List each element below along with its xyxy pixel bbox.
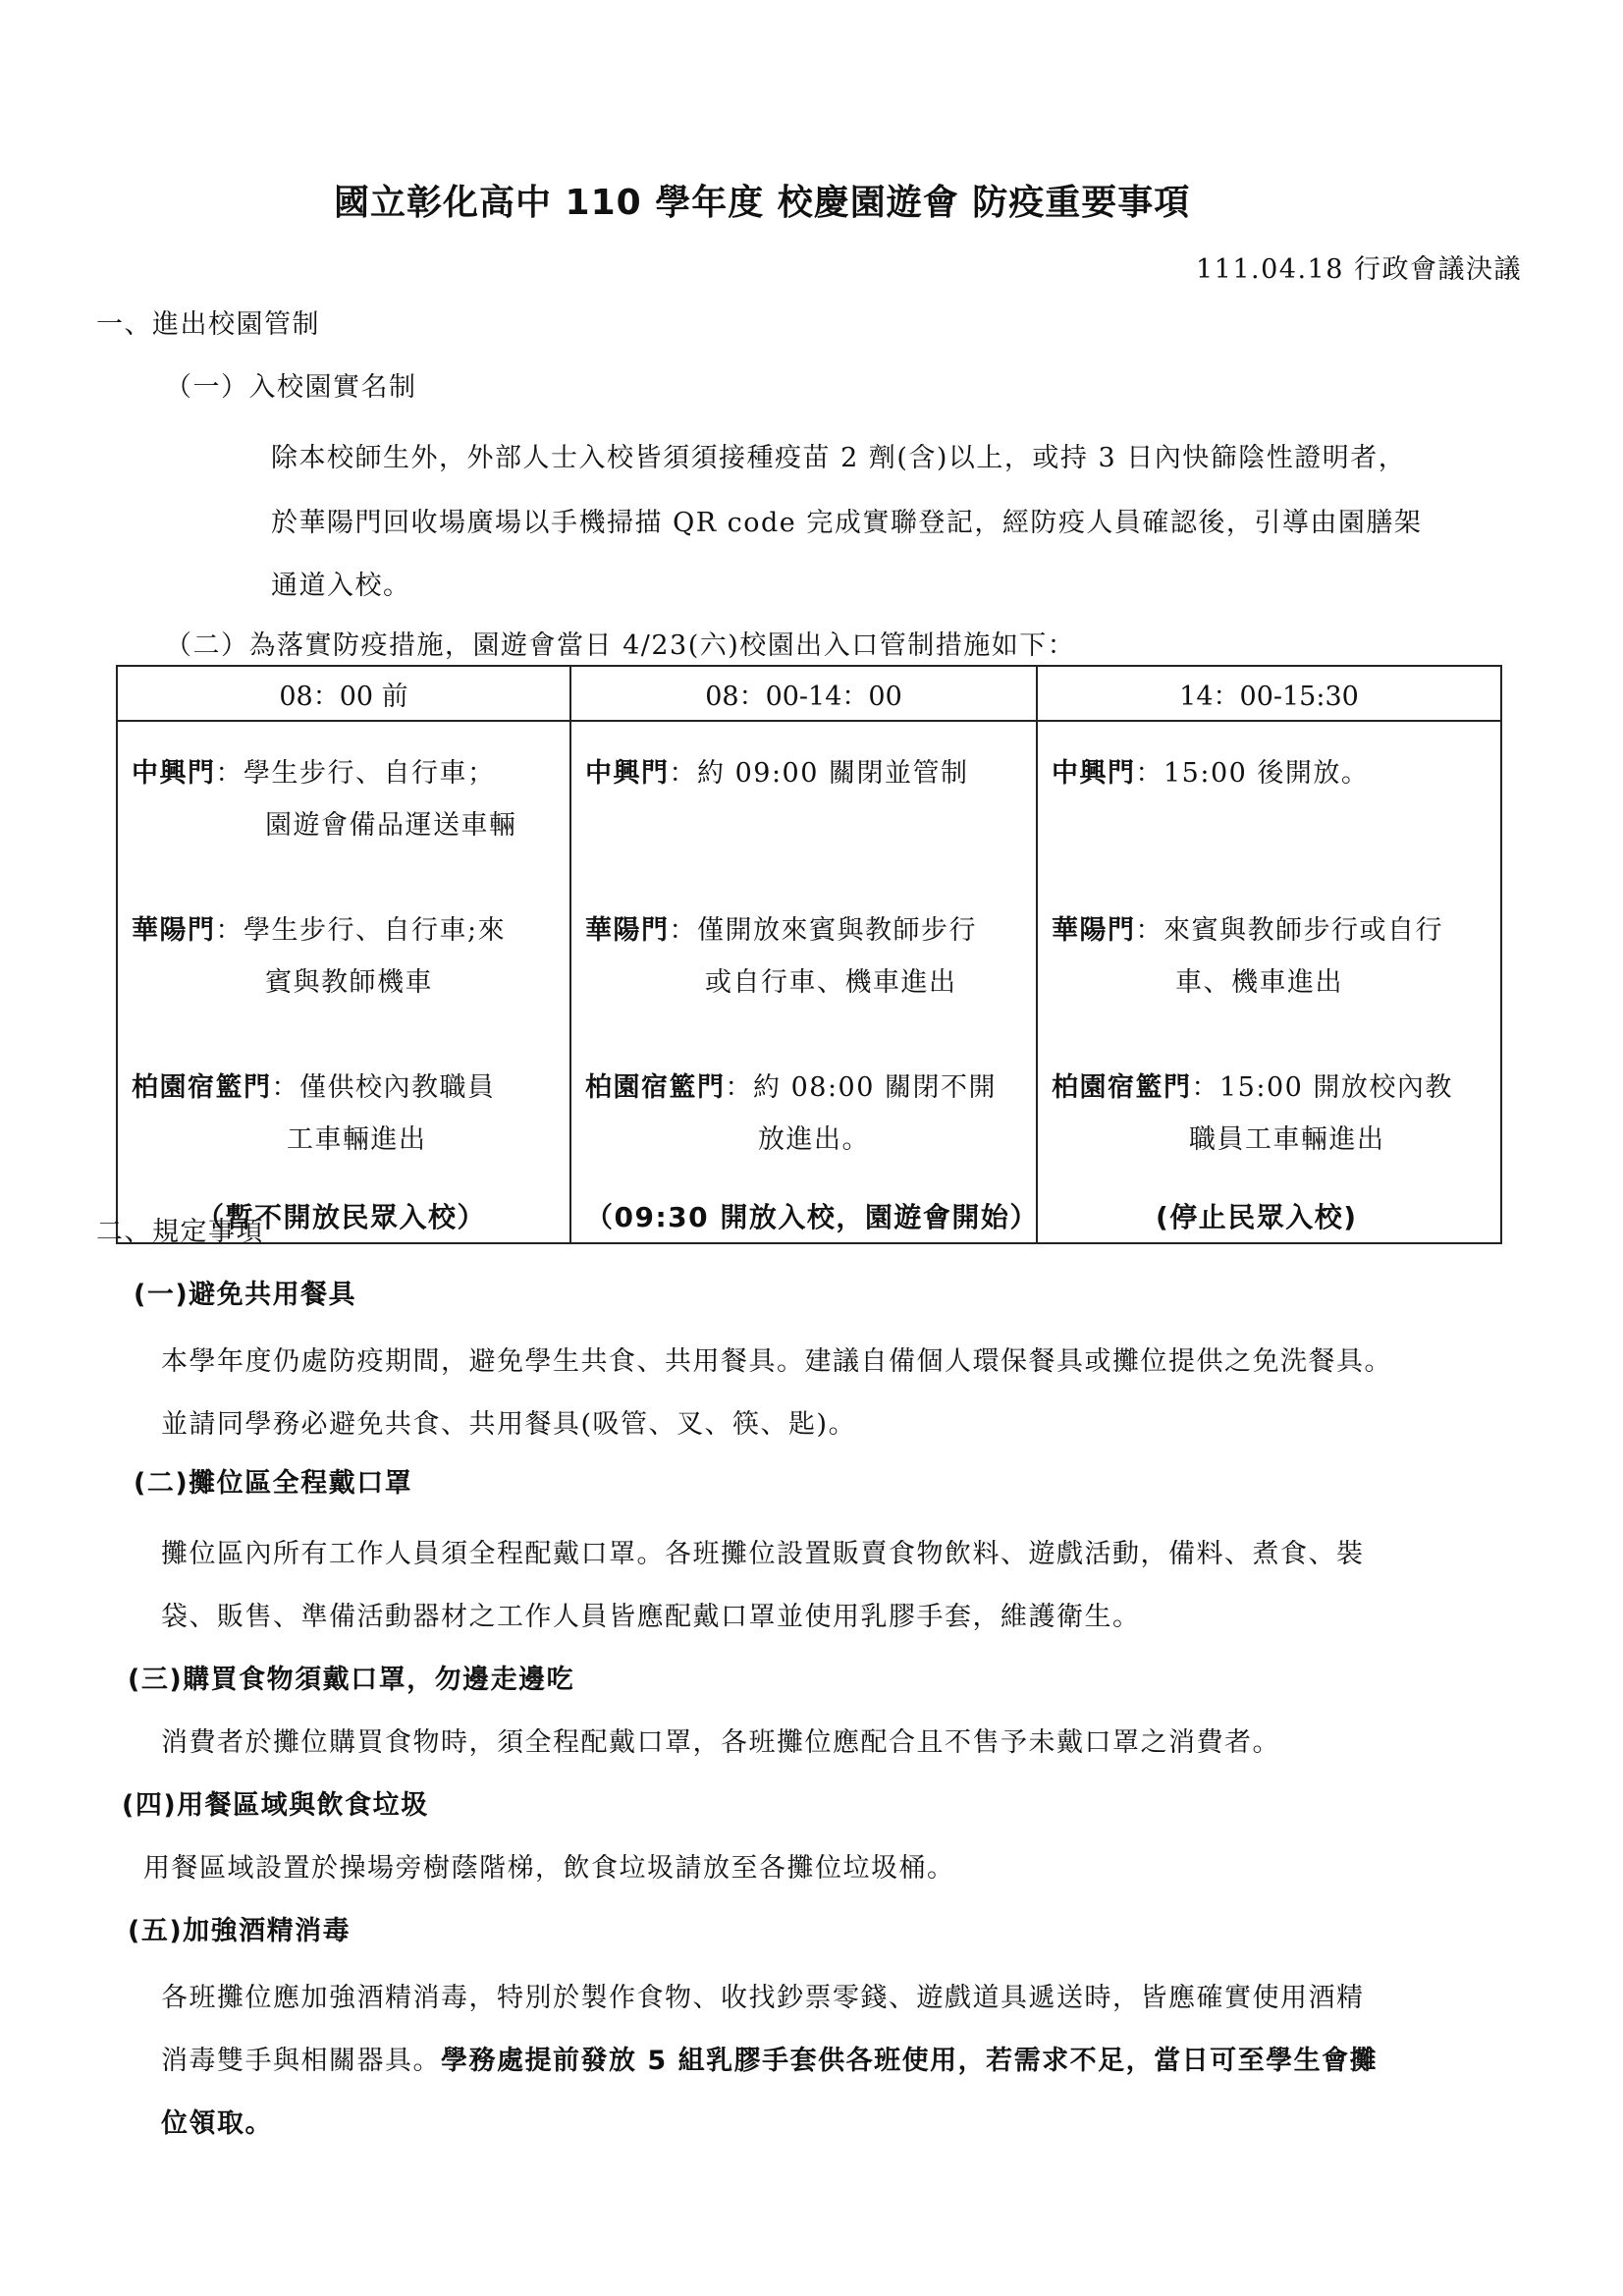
- table-header-row: [117, 666, 1501, 721]
- gate-label: 中興門: [1052, 758, 1136, 789]
- table-cell-before-0800: [117, 721, 570, 1243]
- section-1-heading: 一、進出校園管制: [96, 309, 320, 340]
- gate-rule-cont: 賓與教師機車: [265, 967, 433, 998]
- gate-entry: [1052, 1066, 1453, 1104]
- gate-rule: ：僅供校內教職員: [271, 1072, 496, 1103]
- section-2-heading: 二、規定事項: [96, 1217, 264, 1247]
- document-title: 國立彰化高中 110 學年度 校慶園遊會 防疫重要事項: [334, 183, 1191, 223]
- gate-label: 中興門: [132, 758, 216, 789]
- paragraph-emphasis: 位領取。: [161, 2108, 273, 2139]
- gate-rule-cont: 或自行車、機車進出: [705, 967, 957, 998]
- resolution-note: 111.04.18 行政會議決議: [1196, 254, 1522, 285]
- gate-rule: ：僅開放來賓與教師步行: [669, 915, 977, 946]
- column-header: 14：00-15:30: [1037, 666, 1501, 721]
- paragraph-emphasis: 學務處提前發放 5 組乳膠手套供各班使用，若需求不足，當日可至學生會攤: [441, 2046, 1379, 2076]
- paragraph-line: 用餐區域設置於操場旁樹蔭階梯，飲食垃圾請放至各攤位垃圾桶。: [143, 1853, 955, 1884]
- subsection-1-2-heading: （二）為落實防疫措施，園遊會當日 4/23(六)校園出入口管制措施如下：: [165, 630, 1076, 661]
- gate-entry: [585, 908, 977, 947]
- gate-label: 柏園宿籃門: [132, 1072, 272, 1103]
- gate-label: 華陽門: [132, 915, 216, 946]
- cell-footer-note: （暫不開放民眾入校）: [196, 1201, 487, 1233]
- paragraph-line: 本學年度仍處防疫期間，避免學生共食、共用餐具。建議自備個人環保餐具或攤位提供之免洗餐具。: [161, 1346, 1392, 1377]
- table-cell-0800-1400: [570, 721, 1037, 1243]
- gate-rule-cont: 工車輛進出: [287, 1124, 427, 1155]
- gate-control-table: [116, 665, 1502, 1244]
- column-header: 08：00-14：00: [570, 666, 1037, 721]
- gate-entry: [132, 1066, 496, 1104]
- gate-entry: [132, 751, 496, 790]
- paragraph-text: 消毒雙手與相關器具。: [161, 2046, 441, 2076]
- paragraph-line: 除本校師生外，外部人士入校皆須須接種疫苗 2 劑(含)以上，或持 3 日內快篩陰性證明者，: [271, 443, 1407, 473]
- gate-rule-cont: 放進出。: [758, 1124, 870, 1155]
- gate-rule: ：約 09:00 關閉並管制: [669, 758, 969, 789]
- gate-rule: ：15:00 後開放。: [1135, 758, 1370, 789]
- gate-label: 華陽門: [1052, 915, 1136, 946]
- rule-heading: (二)攤位區全程戴口罩: [134, 1468, 413, 1499]
- gate-entry: [585, 751, 968, 790]
- gate-rule-cont: 園遊會備品運送車輛: [265, 810, 517, 841]
- rule-heading: (三)購買食物須戴口罩，勿邊走邊吃: [128, 1665, 575, 1695]
- gate-label: 華陽門: [585, 915, 670, 946]
- gate-label: 中興門: [585, 758, 670, 789]
- paragraph-line: 各班攤位應加強酒精消毒，特別於製作食物、收找鈔票零錢、遊戲道具遞送時，皆應確實使用酒精: [161, 1983, 1365, 2013]
- gate-entry: [1052, 751, 1369, 790]
- paragraph-line: 袋、販售、準備活動器材之工作人員皆應配戴口罩並使用乳膠手套，維護衛生。: [161, 1602, 1141, 1632]
- cell-footer-note: (停止民眾入校): [1156, 1201, 1358, 1233]
- gate-rule-cont: 車、機車進出: [1175, 967, 1343, 998]
- gate-label: 柏園宿籃門: [585, 1072, 726, 1103]
- gate-label: 柏園宿籃門: [1052, 1072, 1192, 1103]
- paragraph-line: [161, 2039, 1378, 2077]
- rule-heading: (一)避免共用餐具: [134, 1280, 357, 1310]
- gate-rule-cont: 職員工車輛進出: [1189, 1124, 1385, 1155]
- gate-entry: [585, 1066, 997, 1104]
- paragraph-line: 攤位區內所有工作人員須全程配戴口罩。各班攤位設置販賣食物飲料、遊戲活動，備料、煮食、裝: [161, 1539, 1365, 1569]
- rule-heading: (五)加強酒精消毒: [128, 1916, 352, 1946]
- gate-rule: ：學生步行、自行車;來: [215, 915, 507, 946]
- gate-rule: ：約 08:00 關閉不開: [725, 1072, 997, 1103]
- paragraph-line: 消費者於攤位購買食物時，須全程配戴口罩，各班攤位應配合且不售予未戴口罩之消費者。: [161, 1727, 1280, 1758]
- cell-footer-note: （09:30 開放入校，園遊會開始）: [585, 1201, 1039, 1233]
- gate-rule: ：學生步行、自行車；: [215, 758, 496, 789]
- gate-entry: [132, 908, 506, 947]
- subsection-1-1-heading: （一）入校園實名制: [165, 372, 417, 403]
- table-cell-1400-1530: [1037, 721, 1501, 1243]
- paragraph-line: 並請同學務必避免共食、共用餐具(吸管、叉、筷、匙)。: [161, 1409, 857, 1440]
- rule-heading: (四)用餐區域與飲食垃圾: [122, 1790, 429, 1821]
- table-row: [117, 721, 1501, 1243]
- paragraph-line: 於華陽門回收場廣場以手機掃描 QR code 完成實聯登記，經防疫人員確認後，引導由園膳架: [271, 508, 1423, 538]
- column-header: 08：00 前: [117, 666, 570, 721]
- gate-rule: ：15:00 開放校內教: [1191, 1072, 1453, 1103]
- gate-rule: ：來賓與教師步行或自行: [1135, 915, 1443, 946]
- gate-entry: [1052, 908, 1443, 947]
- paragraph-line: 通道入校。: [271, 571, 411, 601]
